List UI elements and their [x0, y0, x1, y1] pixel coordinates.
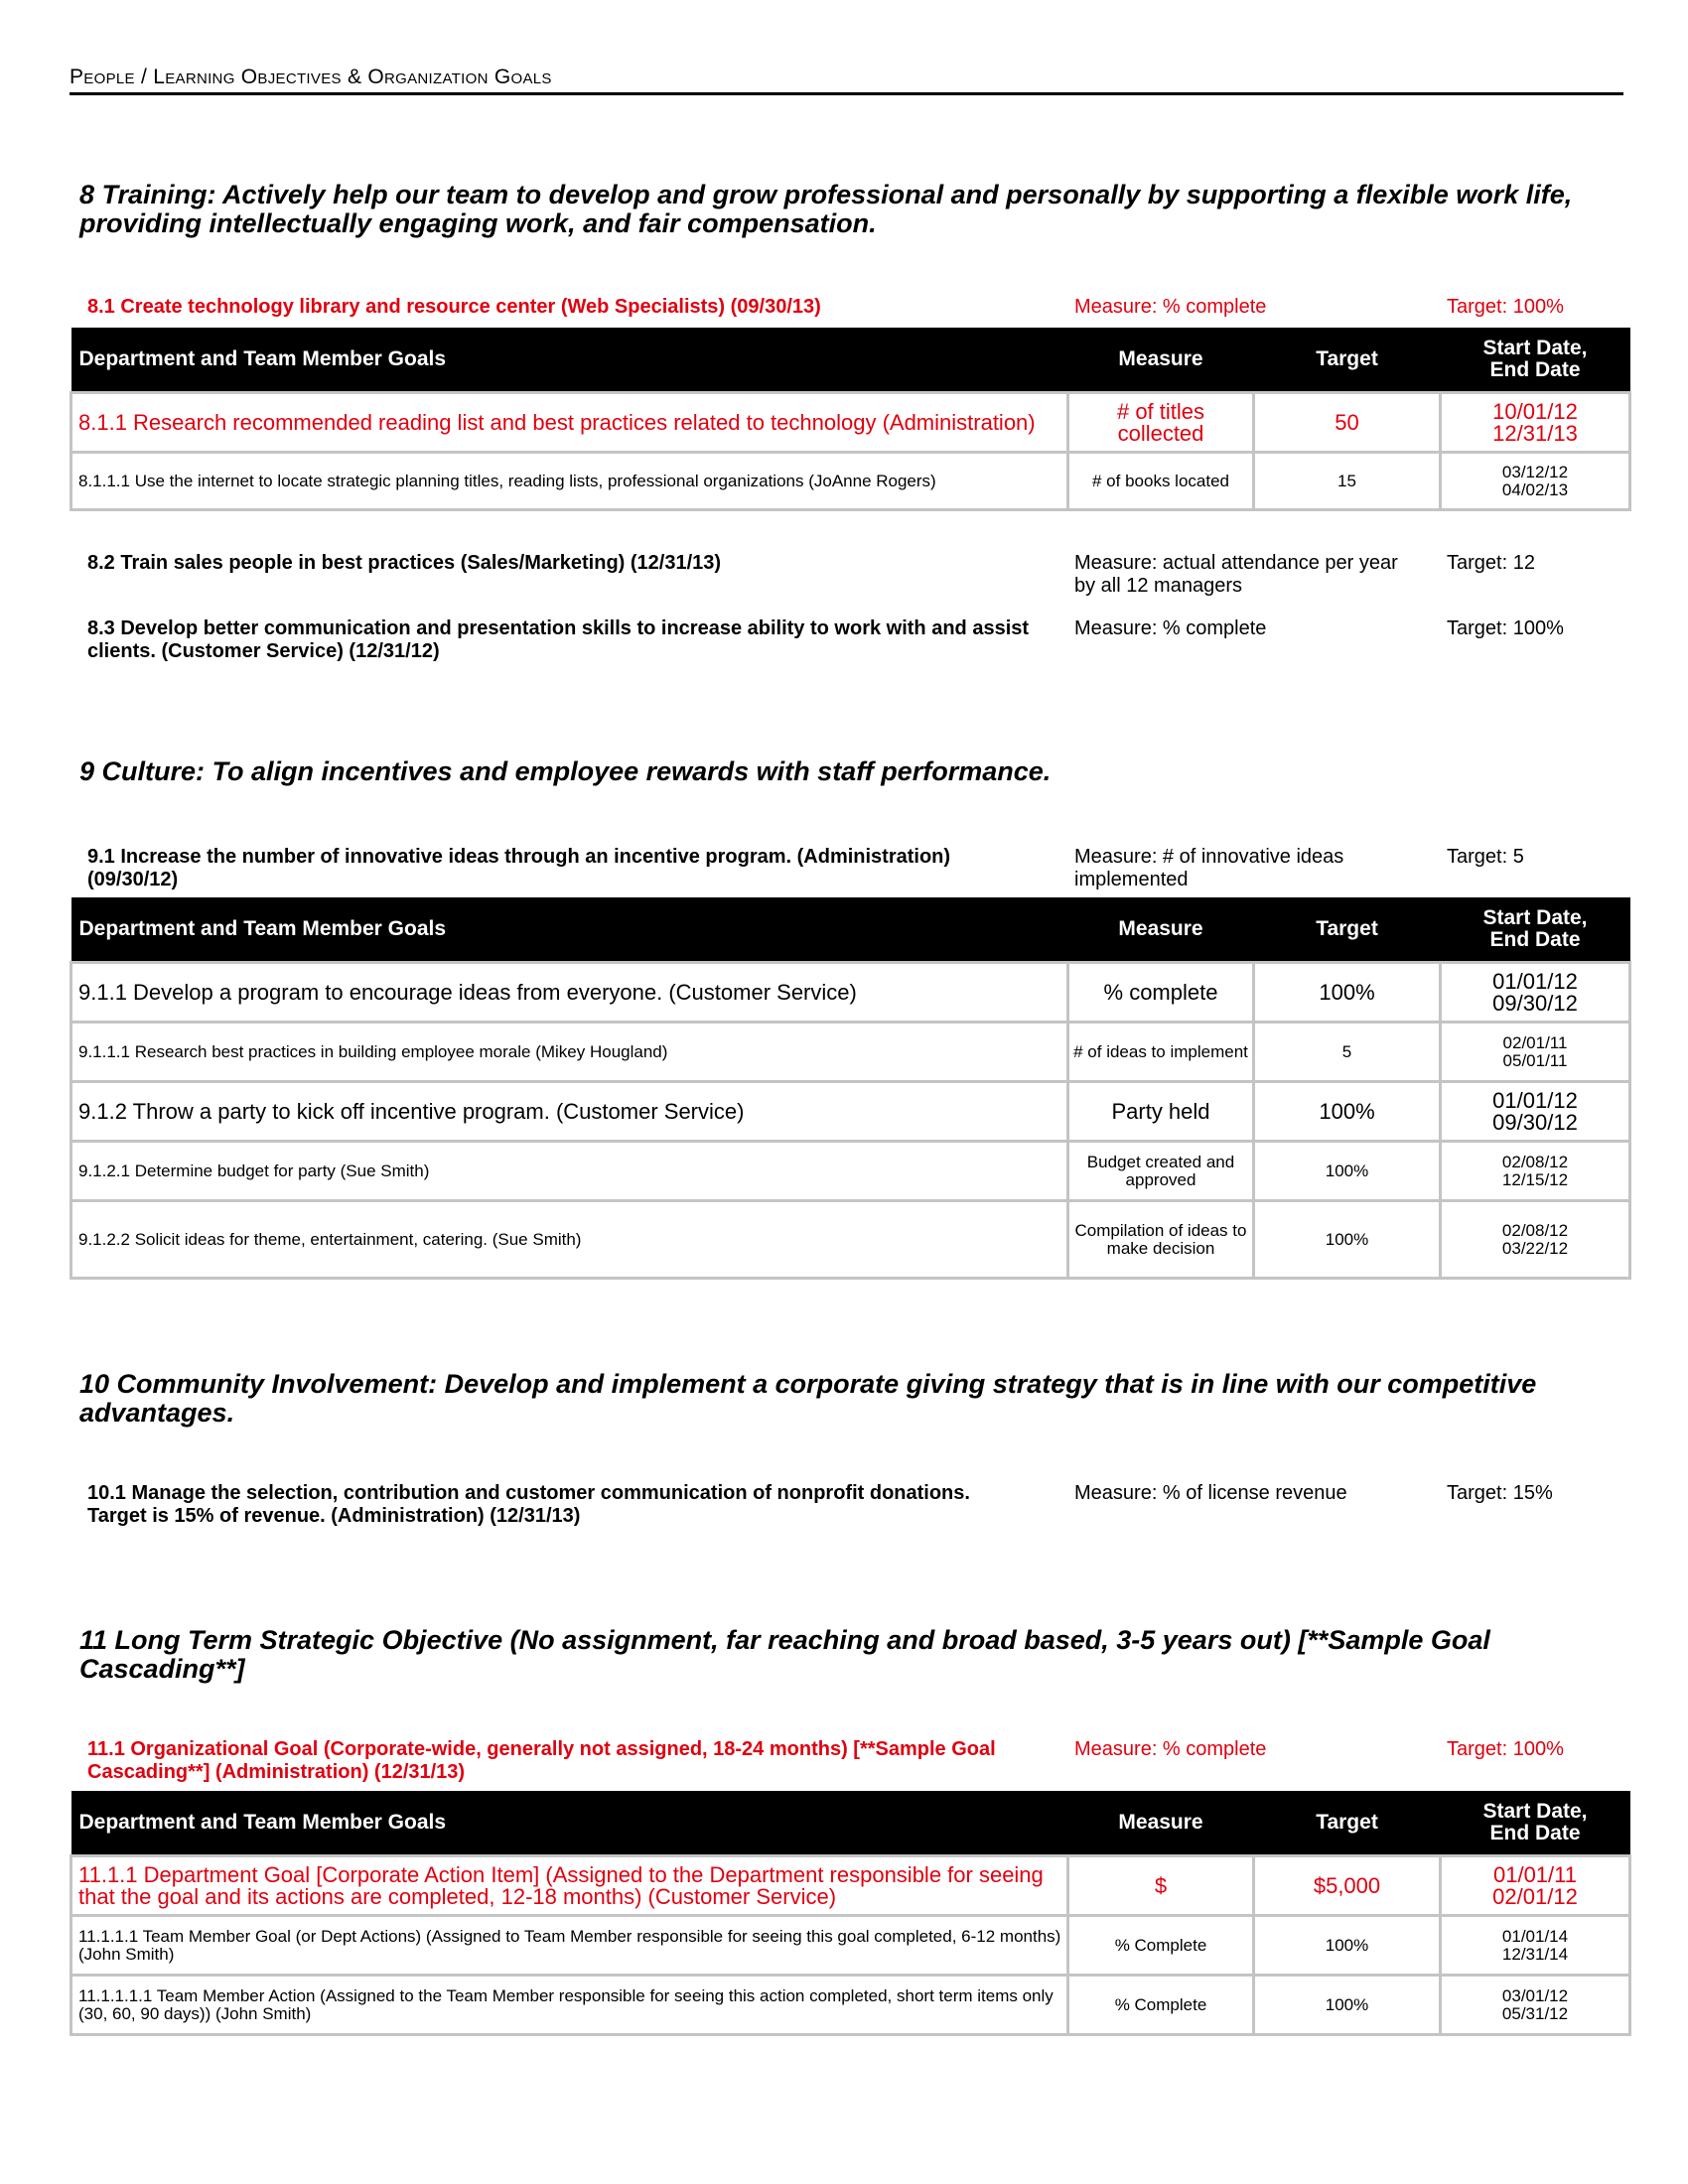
- goal-text: 9.1 Increase the number of innovative ideas through an incentive program. (Administration) (09/30/12): [87, 846, 951, 890]
- table-header-row: [71, 897, 1630, 963]
- header-target: Target: [1254, 328, 1441, 393]
- row-dates: 02/08/12 12/15/12: [1441, 1142, 1630, 1201]
- row-target: 100%: [1254, 1142, 1441, 1201]
- row-dates: 01/01/14 12/31/14: [1441, 1916, 1630, 1976]
- goal-text: 8.2 Train sales people in best practices (Sales/Marketing) (12/31/13): [87, 552, 722, 574]
- table-row: [71, 1856, 1630, 1916]
- row-target: 100%: [1254, 1916, 1441, 1976]
- row-measure: # of books located: [1068, 453, 1254, 510]
- header-dates: Start Date, End Date: [1441, 897, 1630, 963]
- goal-measure: Measure: % complete: [1074, 296, 1267, 318]
- row-dates: 02/08/12 03/22/12: [1441, 1201, 1630, 1279]
- row-goal: 11.1.1 Department Goal [Corporate Action Item] (Assigned to the Department responsible for seeing that the goal and its actions are completed, 12-18 months) (Customer Service): [71, 1856, 1068, 1916]
- objective-10-heading: 10 Community Involvement: Develop and implement a corporate giving strategy that is in line with our competitive advantages.: [79, 1369, 1537, 1428]
- row-goal: 11.1.1.1.1 Team Member Action (Assigned to the Team Member responsible for seeing this action completed, short term items only (30, 60, 90 days)) (John Smith): [71, 1976, 1068, 2035]
- row-dates: 10/01/12 12/31/13: [1441, 393, 1630, 453]
- header-measure: Measure: [1068, 1791, 1254, 1856]
- row-goal: 11.1.1.1 Team Member Goal (or Dept Actions) (Assigned to Team Member responsible for seeing this goal completed, 6-12 months) (John Smith): [71, 1916, 1068, 1976]
- table-row: [71, 1976, 1630, 2035]
- goals-table-11-1: [70, 1791, 1631, 2036]
- row-target: 100%: [1254, 1082, 1441, 1142]
- goal-target: Target: 12: [1447, 552, 1535, 574]
- row-measure: # of titles collected: [1068, 393, 1254, 453]
- header-goals: Department and Team Member Goals: [71, 1791, 1068, 1856]
- row-measure: Party held: [1068, 1082, 1254, 1142]
- header-target: Target: [1254, 1791, 1441, 1856]
- goal-text: 8.3 Develop better communication and presentation skills to increase ability to work with and assist clients. (Customer Service) (12/31/12): [87, 617, 1030, 662]
- row-dates: 02/01/11 05/01/11: [1441, 1023, 1630, 1082]
- header-measure: Measure: [1068, 897, 1254, 963]
- header-dates: Start Date, End Date: [1441, 1791, 1630, 1856]
- header-dates: Start Date, End Date: [1441, 328, 1630, 393]
- goals-table-8-1: [70, 328, 1631, 511]
- objective-11-heading: 11 Long Term Strategic Objective (No assignment, far reaching and broad based, 3-5 years out) [**Sample Goal Cascading**]: [79, 1625, 1490, 1684]
- row-target: $5,000: [1254, 1856, 1441, 1916]
- goal-target: Target: 100%: [1447, 296, 1564, 318]
- goal-measure: Measure: % complete: [1074, 1738, 1267, 1760]
- row-goal: 8.1.1 Research recommended reading list and best practices related to technology (Administration): [71, 393, 1068, 453]
- goal-text: 11.1 Organizational Goal (Corporate-wide, generally not assigned, 18-24 months) [**Sample Goal Cascading**] (Administration) (12/31/13): [87, 1738, 996, 1783]
- objective-9-heading: 9 Culture: To align incentives and employee rewards with staff performance.: [79, 756, 1052, 786]
- header-measure: Measure: [1068, 328, 1254, 393]
- page-header: [70, 66, 1623, 95]
- goals-table-9-1: [70, 897, 1631, 1280]
- goal-text: 8.1 Create technology library and resource center (Web Specialists) (09/30/13): [87, 296, 821, 318]
- table-row: [71, 453, 1630, 510]
- row-dates: 01/01/11 02/01/12: [1441, 1856, 1630, 1916]
- goal-target: Target: 15%: [1447, 1482, 1553, 1504]
- objective-8-heading: 8 Training: Actively help our team to develop and grow professional and personally by supporting a flexible work life, providing intellectually engaging work, and fair compensation.: [79, 180, 1573, 238]
- row-measure: Compilation of ideas to make decision: [1068, 1201, 1254, 1279]
- row-dates: 03/12/12 04/02/13: [1441, 453, 1630, 510]
- row-target: 100%: [1254, 1976, 1441, 2035]
- row-goal: 9.1.1 Develop a program to encourage ideas from everyone. (Customer Service): [71, 963, 1068, 1023]
- row-goal: 9.1.1.1 Research best practices in building employee morale (Mikey Hougland): [71, 1023, 1068, 1082]
- row-goal: 9.1.2.1 Determine budget for party (Sue Smith): [71, 1142, 1068, 1201]
- table-row: [71, 1142, 1630, 1201]
- table-header-row: [71, 1791, 1630, 1856]
- goal-text: 10.1 Manage the selection, contribution and customer communication of nonprofit donations. Target is 15% of revenue. (Administration) (12/31/13): [87, 1482, 970, 1527]
- table-row: [71, 1082, 1630, 1142]
- table-row: [71, 1023, 1630, 1082]
- row-measure: % Complete: [1068, 1916, 1254, 1976]
- header-target: Target: [1254, 897, 1441, 963]
- goal-target: Target: 100%: [1447, 1738, 1564, 1760]
- row-goal: 8.1.1.1 Use the internet to locate strategic planning titles, reading lists, professional organizations (JoAnne Rogers): [71, 453, 1068, 510]
- row-dates: 01/01/12 09/30/12: [1441, 963, 1630, 1023]
- row-target: 100%: [1254, 1201, 1441, 1279]
- header-goals: Department and Team Member Goals: [71, 328, 1068, 393]
- row-goal: 9.1.2 Throw a party to kick off incentive program. (Customer Service): [71, 1082, 1068, 1142]
- goal-measure: Measure: actual attendance per year by all 12 managers: [1074, 552, 1398, 597]
- row-measure: # of ideas to implement: [1068, 1023, 1254, 1082]
- row-measure: $: [1068, 1856, 1254, 1916]
- table-row: [71, 393, 1630, 453]
- row-measure: Budget created and approved: [1068, 1142, 1254, 1201]
- page-header-title: People / Learning Objectives & Organization Goals: [70, 66, 552, 88]
- header-goals: Department and Team Member Goals: [71, 897, 1068, 963]
- table-row: [71, 963, 1630, 1023]
- row-target: 15: [1254, 453, 1441, 510]
- row-target: 5: [1254, 1023, 1441, 1082]
- row-dates: 03/01/12 05/31/12: [1441, 1976, 1630, 2035]
- table-row: [71, 1916, 1630, 1976]
- goal-measure: Measure: % complete: [1074, 617, 1267, 639]
- row-goal: 9.1.2.2 Solicit ideas for theme, entertainment, catering. (Sue Smith): [71, 1201, 1068, 1279]
- table-header-row: [71, 328, 1630, 393]
- goal-measure: Measure: # of innovative ideas implemented: [1074, 846, 1344, 890]
- row-target: 50: [1254, 393, 1441, 453]
- row-measure: % Complete: [1068, 1976, 1254, 2035]
- row-measure: % complete: [1068, 963, 1254, 1023]
- row-dates: 01/01/12 09/30/12: [1441, 1082, 1630, 1142]
- goal-target: Target: 5: [1447, 846, 1524, 868]
- row-target: 100%: [1254, 963, 1441, 1023]
- goal-measure: Measure: % of license revenue: [1074, 1482, 1347, 1504]
- goal-target: Target: 100%: [1447, 617, 1564, 639]
- table-row: [71, 1201, 1630, 1279]
